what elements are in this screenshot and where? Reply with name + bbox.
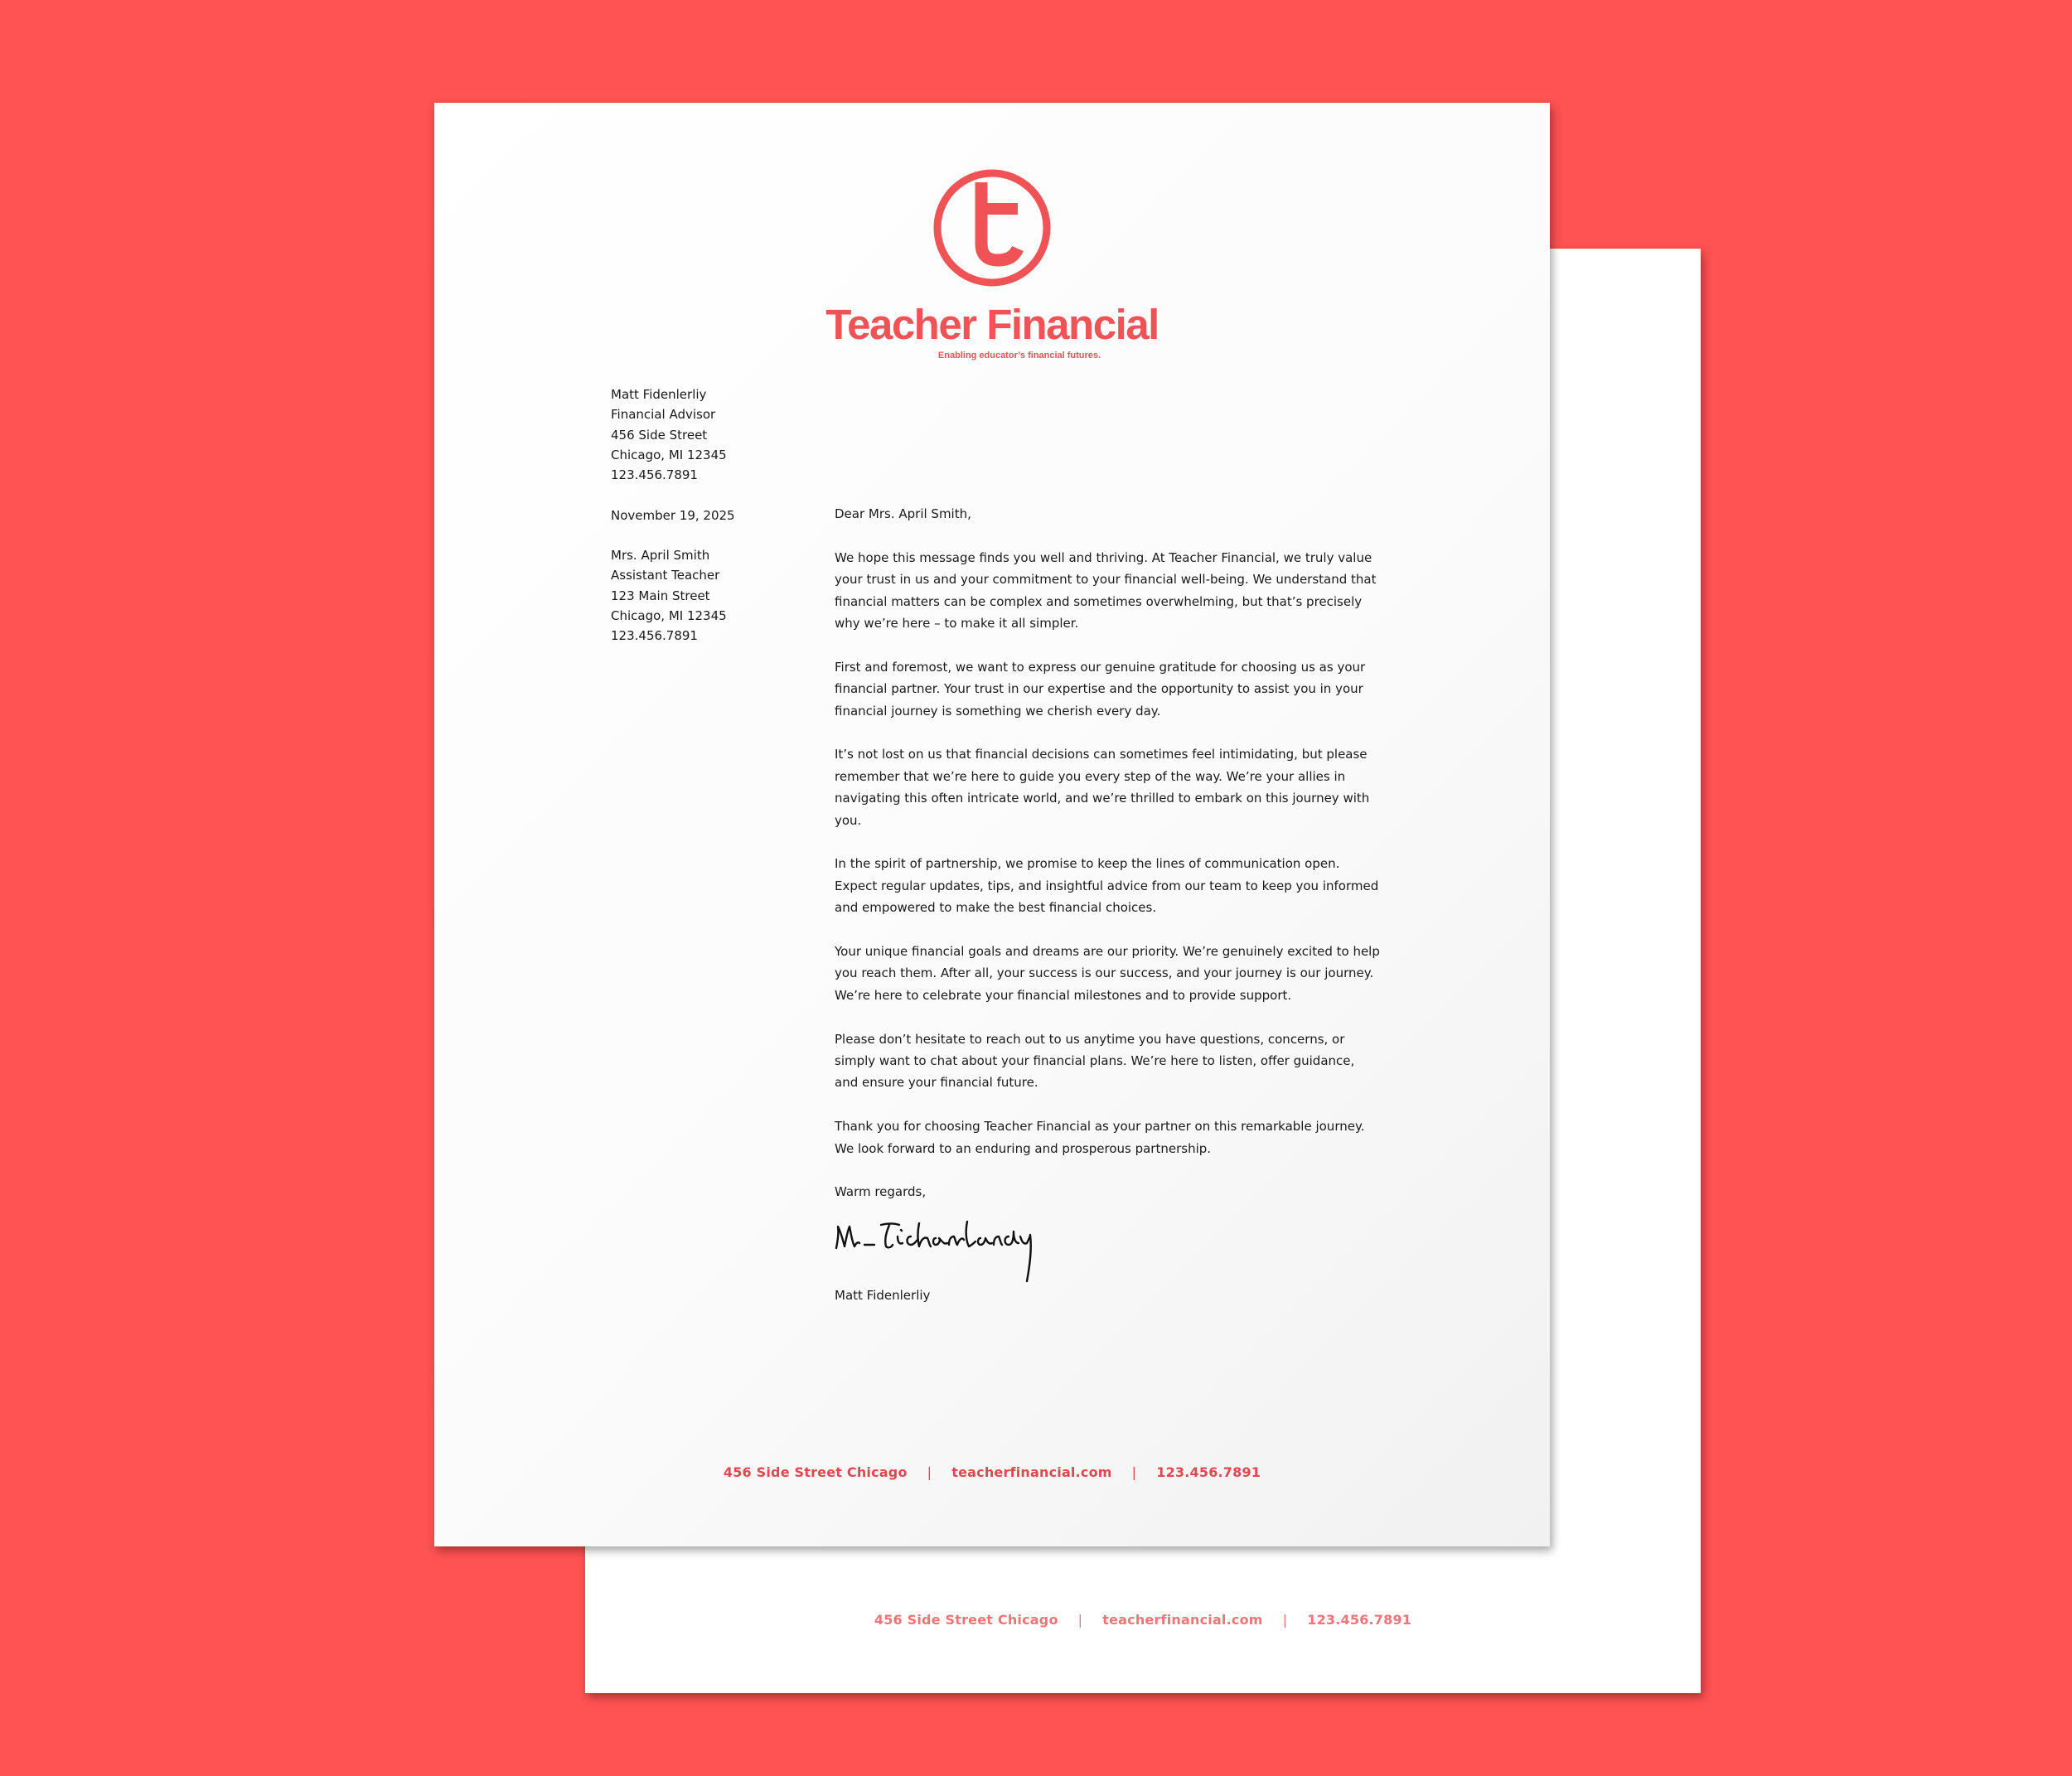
letter-paragraph: We hope this message finds you well and thriving. At Teacher Financial, we truly value your trust in us and your commitment to your financial well-being. We understand that financial matters can be complex and sometimes overwhelming, but that’s precisely why we’re here – to make it all simpler. xyxy=(835,549,1377,632)
letter-body xyxy=(835,503,1382,1306)
footer-separator: | xyxy=(1282,1612,1288,1628)
circle-t-logo-icon xyxy=(932,167,1053,288)
footer-website: teacherfinancial.com xyxy=(1102,1612,1263,1628)
recipient-address-block xyxy=(611,545,727,646)
sender-name: Matt Fidenlerliy xyxy=(611,387,707,402)
handwritten-signature-icon xyxy=(831,1212,1038,1288)
footer-separator: | xyxy=(1077,1612,1083,1628)
letter-salutation: Dear Mrs. April Smith, xyxy=(835,506,971,521)
recipient-city: Chicago, MI 12345 xyxy=(611,607,727,623)
letter-paragraph: First and foremost, we want to express our genuine gratitude for choosing us as your financial partner. Your trust in our expertise and the opportunity to assist you in your financial journey is something we cherish every day. xyxy=(835,659,1366,719)
front-letter-sheet xyxy=(434,103,1550,1546)
footer-separator: | xyxy=(1131,1464,1137,1480)
recipient-phone: 123.456.7891 xyxy=(611,628,698,644)
sender-street: 456 Side Street xyxy=(611,427,708,443)
letter-paragraph: Your unique financial goals and dreams are our priority. We’re genuinely excited to help you reach them. After all, your success is our success, and your journey is our journey. We’re here to celebrate your financial milestones and to provide support. xyxy=(835,944,1380,1003)
recipient-title: Assistant Teacher xyxy=(611,568,720,583)
back-sheet-footer xyxy=(585,1612,1701,1628)
letter-paragraph: It’s not lost on us that financial decisions can sometimes feel intimidating, but please remember that we’re here to guide you every step of the way. We’re your allies in navigating this often intricate world, and we’re thrilled to embark on this journey with you. xyxy=(835,747,1370,828)
recipient-street: 123 Main Street xyxy=(611,588,710,603)
front-sheet-footer xyxy=(434,1464,1550,1480)
letter-date: November 19, 2025 xyxy=(611,508,735,523)
letter-paragraph: Thank you for choosing Teacher Financial as your partner on this remarkable journey. We look forward to an enduring and prosperous partnership. xyxy=(835,1119,1365,1156)
footer-address: 456 Side Street Chicago xyxy=(874,1612,1058,1628)
sender-phone: 123.456.7891 xyxy=(611,467,698,483)
footer-phone: 123.456.7891 xyxy=(1307,1612,1412,1628)
brand-name: Teacher Financial xyxy=(825,301,1159,348)
sender-address-block xyxy=(611,385,727,485)
footer-address: 456 Side Street Chicago xyxy=(723,1464,908,1480)
footer-website: teacherfinancial.com xyxy=(951,1464,1112,1480)
recipient-name: Mrs. April Smith xyxy=(611,548,710,563)
letter-paragraph: Please don’t hesitate to reach out to us anytime you have questions, concerns, or simply want to chat about your financial plans. We’re here to listen, offer guidance, and ensure your financial future. xyxy=(835,1031,1355,1091)
sender-city: Chicago, MI 12345 xyxy=(611,447,727,462)
letter-closing: Warm regards, xyxy=(835,1184,927,1200)
signer-name: Matt Fidenlerliy xyxy=(835,1287,931,1303)
footer-phone: 123.456.7891 xyxy=(1156,1464,1261,1480)
brand-logo xyxy=(434,167,1550,361)
brand-tagline: Enabling educator’s financial futures. xyxy=(937,351,1101,361)
sender-title: Financial Advisor xyxy=(611,407,716,423)
letter-paragraph: In the spirit of partnership, we promise to keep the lines of communication open. Expect regular updates, tips, and insightful advice from our team to keep you informed and empowered to make the best financial choices. xyxy=(835,856,1379,916)
footer-separator: | xyxy=(927,1464,932,1480)
